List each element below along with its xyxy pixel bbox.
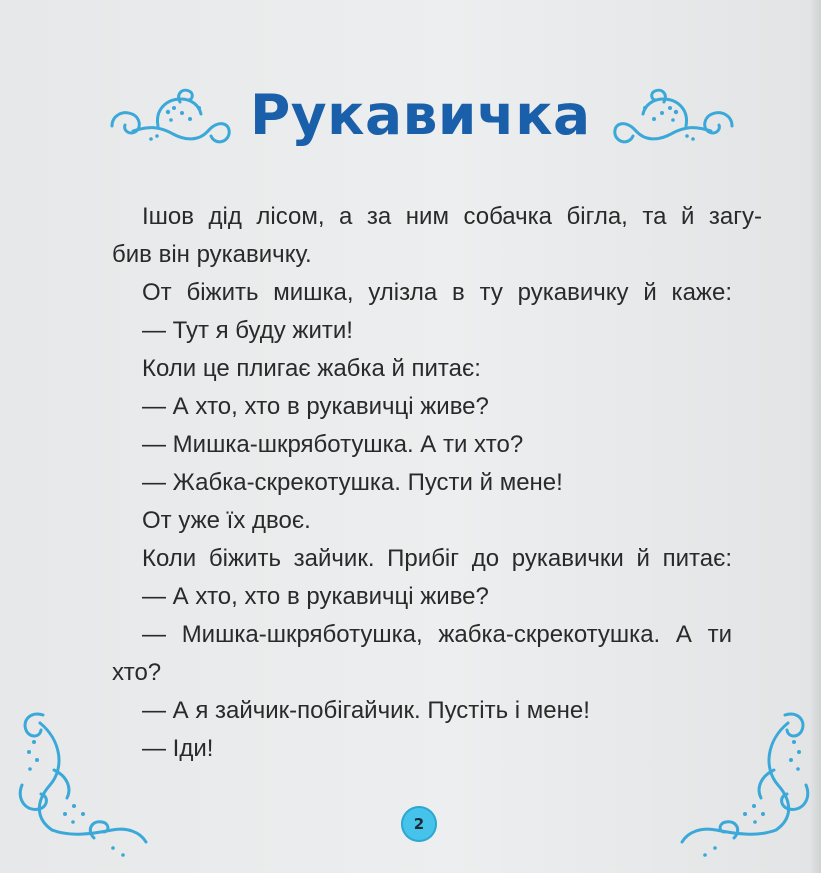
text-line: Коли біжить зайчик. Прибіг до рукавички й питає:	[142, 545, 732, 572]
text-line: — Жабка-скрекотушка. Пусти й мене!	[142, 469, 563, 496]
corner-swirl-icon	[668, 680, 818, 870]
page-title: Рукавичка	[250, 83, 591, 147]
text-line: — Мишка-шкряботушка. А ти хто?	[142, 431, 524, 458]
text-line: — Іди!	[142, 735, 214, 762]
page-number: 2	[401, 806, 437, 842]
text-line: Коли це плигає жабка й питає:	[142, 355, 481, 382]
text-line: От уже їх двоє.	[142, 507, 311, 534]
corner-swirl-icon	[10, 680, 160, 870]
title-area	[0, 72, 821, 162]
text-line: От біжить мишка, улізла в ту рукавичку й каже:	[142, 279, 732, 306]
text-line: — А хто, хто в рукавичці живе?	[142, 393, 489, 420]
text-line: Ішов дід лісом, а за ним собачка бігла, та й загу-	[142, 203, 762, 230]
text-line: хто?	[112, 659, 162, 686]
text-line: — Тут я буду жити!	[142, 317, 353, 344]
text-line: — Мишка-шкряботушка, жабка-скрекотушка. А ти	[142, 621, 732, 648]
swirl-ornament-icon	[104, 84, 234, 150]
text-line: бив він рукавичку.	[112, 241, 312, 268]
text-line: — А хто, хто в рукавичці живе?	[142, 583, 489, 610]
text-line: — А я зайчик-побігайчик. Пустіть і мене!	[142, 697, 590, 724]
swirl-ornament-icon	[610, 84, 740, 150]
